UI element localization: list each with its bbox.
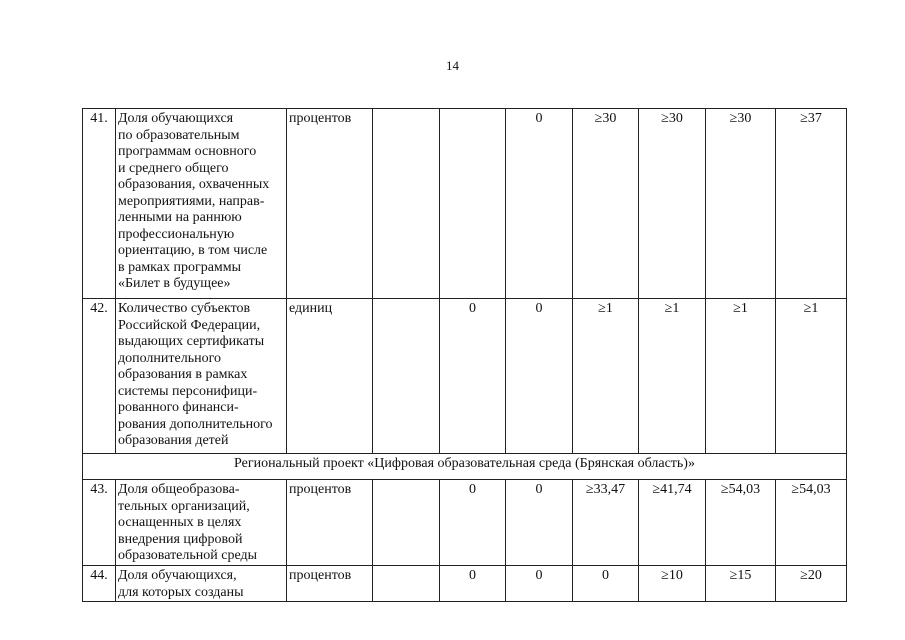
value-cell: 0 [440,566,506,602]
value-cell: ≥30 [573,109,639,299]
row-number: 43. [83,480,116,566]
section-row [83,454,847,480]
value-cell: 0 [440,299,506,454]
value-cell: ≥1 [573,299,639,454]
row-number: 41. [83,109,116,299]
value-cell: ≥20 [776,566,847,602]
unit-cell: процентов [287,566,373,602]
table-row [83,480,847,566]
value-cell: 0 [573,566,639,602]
value-cell: ≥1 [639,299,706,454]
indicator-name: Доля общеобразова- тельных организаций, оснащенных в целях внедрения цифровой образовательной среды [116,480,287,566]
value-cell: ≥54,03 [776,480,847,566]
value-cell: 0 [440,480,506,566]
value-cell: ≥1 [776,299,847,454]
page-number: 14 [446,58,459,73]
value-cell [373,299,440,454]
indicator-name: Доля обучающихся по образовательным программам основного и среднего общего образования, охваченных мероприятиями, направ- ленными на раннюю профессиональную ориентацию, в том числе в рамках программы «Билет в будущее» [116,109,287,299]
value-cell: ≥41,74 [639,480,706,566]
value-cell: 0 [506,566,573,602]
value-cell: 0 [506,299,573,454]
value-cell [373,109,440,299]
unit-cell: единиц [287,299,373,454]
indicators-table [82,108,847,602]
value-cell: 0 [506,480,573,566]
table-row [83,566,847,602]
value-cell: ≥37 [776,109,847,299]
value-cell: ≥54,03 [706,480,776,566]
value-cell [440,109,506,299]
value-cell: ≥15 [706,566,776,602]
value-cell: 0 [506,109,573,299]
unit-cell: процентов [287,109,373,299]
value-cell: ≥30 [639,109,706,299]
unit-cell: процентов [287,480,373,566]
indicator-name: Количество субъектов Российской Федерации, выдающих сертификаты дополнительного образования в рамках системы персонифици- рованного финанси- рования дополнительного образования детей [116,299,287,454]
value-cell [373,480,440,566]
row-number: 42. [83,299,116,454]
value-cell: ≥1 [706,299,776,454]
table-row [83,299,847,454]
section-title: Региональный проект «Цифровая образовательная среда (Брянская область)» [83,454,847,480]
indicator-name: Доля обучающихся, для которых созданы [116,566,287,602]
value-cell: ≥33,47 [573,480,639,566]
value-cell: ≥10 [639,566,706,602]
value-cell [373,566,440,602]
table-row [83,109,847,299]
value-cell: ≥30 [706,109,776,299]
row-number: 44. [83,566,116,602]
